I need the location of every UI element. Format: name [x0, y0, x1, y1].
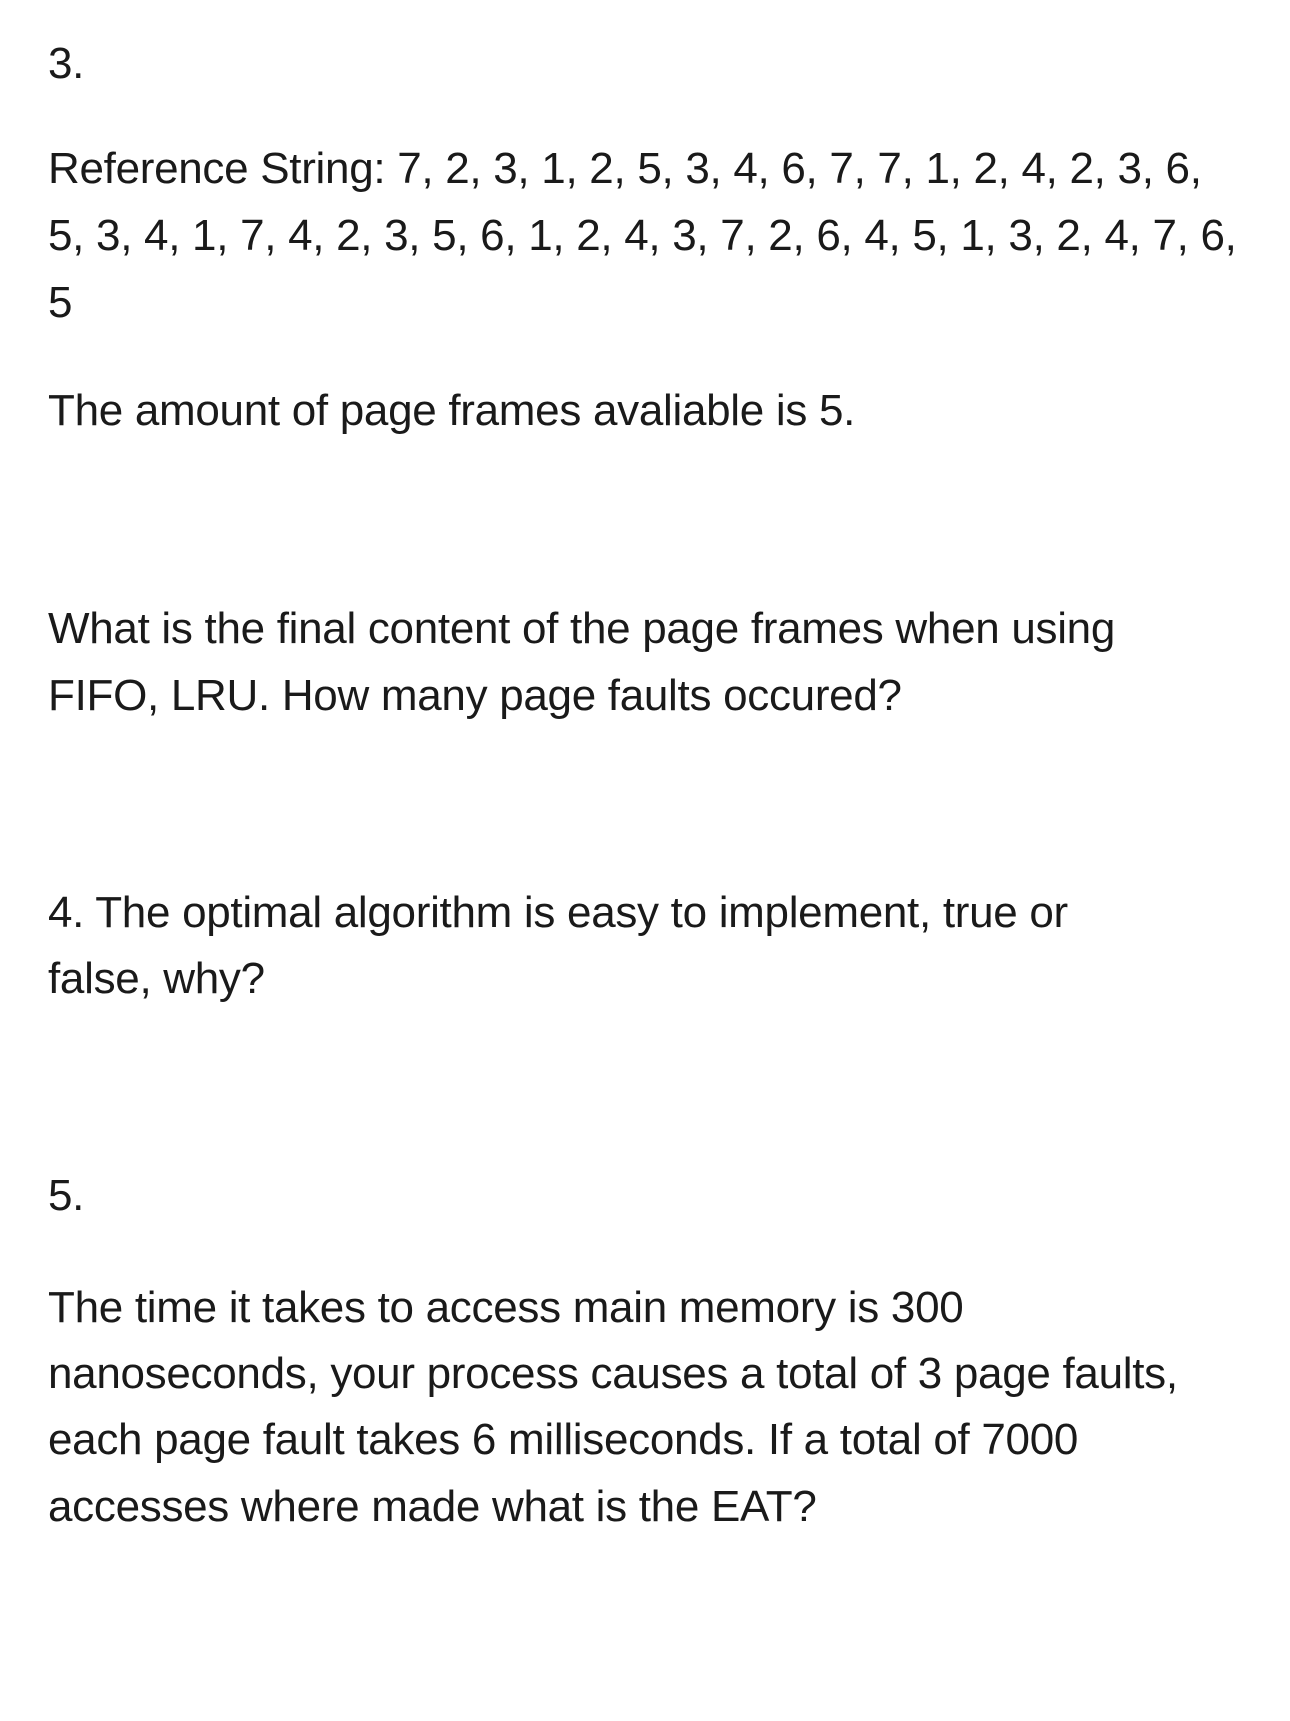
question-4-line-2: false, why? [48, 954, 265, 1003]
question-3-line-1: What is the final content of the page frames when using [48, 604, 1116, 653]
reference-string-line-3: 5 [48, 278, 73, 327]
page-frames-statement: The amount of page frames avaliable is 5. [48, 386, 856, 435]
question-5-line-2: nanoseconds, your process causes a total of 3 page faults, [48, 1349, 1178, 1398]
question-5-line-1: The time it takes to access main memory is 300 [48, 1283, 964, 1332]
reference-string-line-1: Reference String: 7, 2, 3, 1, 2, 5, 3, 4, 6, 7, 7, 1, 2, 4, 2, 3, 6, [48, 144, 1202, 193]
question-5-line-4: accesses where made what is the EAT? [48, 1482, 817, 1531]
question-5-number: 5. [48, 1171, 85, 1220]
question-3-line-2: FIFO, LRU. How many page faults occured? [48, 671, 902, 720]
question-4-line-1: 4. The optimal algorithm is easy to implement, true or [48, 888, 1068, 937]
reference-string-line-2: 5, 3, 4, 1, 7, 4, 2, 3, 5, 6, 1, 2, 4, 3, 7, 2, 6, 4, 5, 1, 3, 2, 4, 7, 6, [48, 211, 1237, 260]
question-5-line-3: each page fault takes 6 milliseconds. If a total of 7000 [48, 1415, 1079, 1464]
question-3-number: 3. [48, 39, 85, 88]
